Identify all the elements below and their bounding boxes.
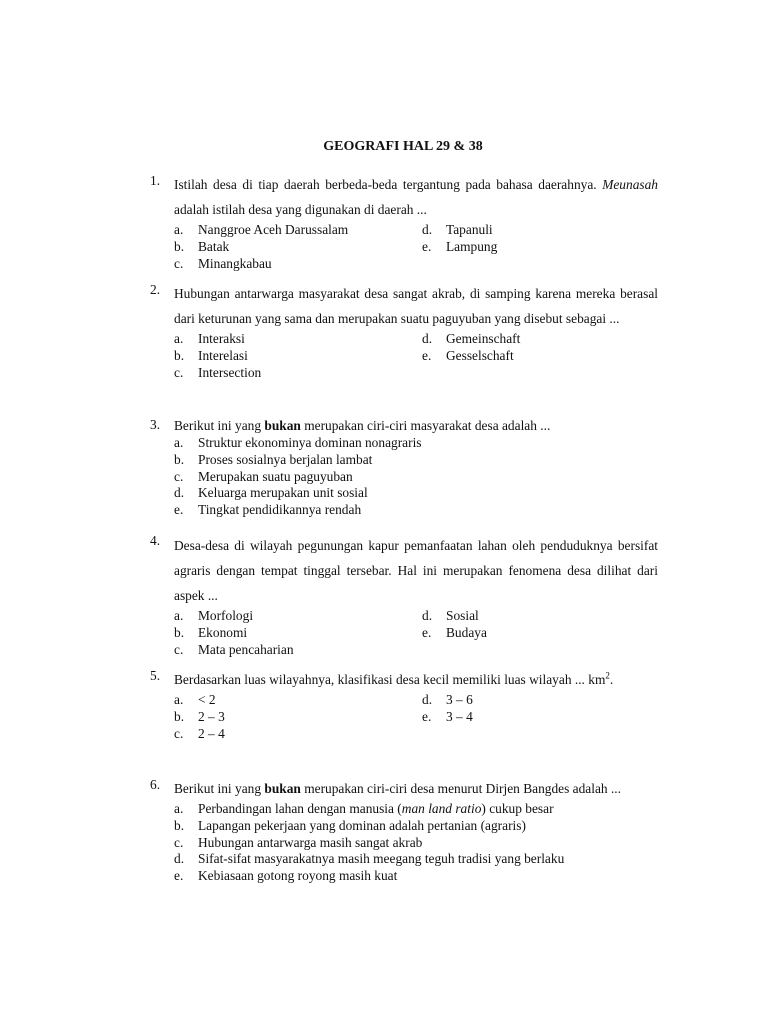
option-e: e. 3 – 4: [422, 708, 473, 724]
question-text: Berikut ini yang bukan merupakan ciri-ciri desa menurut Dirjen Bangdes adalah ...: [174, 781, 621, 796]
option-a: a. < 2: [174, 692, 216, 707]
question-1: [150, 173, 658, 272]
option-a: a. Nanggroe Aceh Darussalam: [174, 222, 349, 237]
option-a: a. Struktur ekonominya dominan nonagraris: [174, 435, 422, 450]
option-c: c. Intersection: [174, 364, 262, 380]
options: [174, 331, 658, 381]
option-d: d. Tapanuli: [422, 222, 493, 237]
option-b: b. Ekonomi: [174, 624, 248, 640]
question-text: Istilah desa di tiap daerah berbeda-beda tergantung pada bahasa daerahnya. Meunasah adalah istilah desa yang digunakan di daerah ...: [174, 177, 658, 217]
option-e: e. Gesselschaft: [422, 347, 514, 363]
option-d: d. Gemeinschaft: [422, 331, 521, 346]
options: [174, 435, 658, 519]
option-e: e. Lampung: [422, 238, 498, 254]
question-text: Desa-desa di wilayah pegunungan kapur pemanfaatan lahan oleh penduduknya bersifat agraris dengan tempat tinggal tersebar. Hal ini merupakan fenomena desa dilihat dari aspek ...: [174, 538, 658, 603]
option-a: a. Perbandingan lahan dengan manusia (man land ratio) cukup besar: [174, 801, 554, 816]
option-e: e. Kebiasaan gotong royong masih kuat: [174, 868, 398, 884]
options: [174, 801, 658, 885]
option-b: b. Interelasi: [174, 347, 248, 363]
option-e: e. Tingkat pendidikannya rendah: [174, 502, 362, 518]
option-d: d. 3 – 6: [422, 692, 473, 707]
question-number: 5.: [150, 668, 161, 683]
option-c: c. Minangkabau: [174, 255, 272, 271]
option-d: d. Keluarga merupakan unit sosial: [174, 485, 368, 501]
option-b: b. Proses sosialnya berjalan lambat: [174, 451, 373, 467]
options: [174, 222, 658, 272]
question-4: [150, 533, 658, 658]
option-c: c. Merupakan suatu paguyuban: [174, 468, 353, 484]
option-e: e. Budaya: [422, 624, 487, 640]
option-c: c. Mata pencaharian: [174, 641, 294, 657]
option-c: c. Hubungan antarwarga masih sangat akrab: [174, 834, 423, 850]
option-c: c. 2 – 4: [174, 725, 225, 741]
option-b: b. Batak: [174, 238, 230, 254]
options: [174, 692, 658, 742]
question-3: [150, 417, 658, 519]
question-6: [150, 777, 658, 885]
question-number: 2.: [150, 282, 161, 297]
option-b: b. 2 – 3: [174, 708, 225, 724]
question-number: 1.: [150, 173, 161, 188]
page-title: GEOGRAFI HAL 29 & 38: [323, 139, 483, 154]
options: [174, 608, 658, 658]
question-number: 6.: [150, 777, 161, 792]
question-5: [150, 668, 658, 742]
question-2: [150, 282, 658, 381]
option-a: a. Morfologi: [174, 608, 254, 623]
question-number: 4.: [150, 533, 161, 548]
question-text: Berdasarkan luas wilayahnya, klasifikasi desa kecil memiliki luas wilayah ... $km^2$.: [174, 670, 614, 687]
question-number: 3.: [150, 417, 161, 432]
question-text: Hubungan antarwarga masyarakat desa sangat akrab, di samping karena mereka berasal dari keturunan yang sama dan merupakan suatu paguyuban yang disebut sebagai ...: [174, 286, 658, 326]
option-b: b. Lapangan pekerjaan yang dominan adalah pertanian (agraris): [174, 817, 526, 833]
option-d: d. Sifat-sifat masyarakatnya masih meegang teguh tradisi yang berlaku: [174, 851, 565, 867]
question-text: Berikut ini yang bukan merupakan ciri-ciri masyarakat desa adalah ...: [174, 418, 551, 433]
option-d: d. Sosial: [422, 608, 479, 623]
option-a: a. Interaksi: [174, 331, 245, 346]
